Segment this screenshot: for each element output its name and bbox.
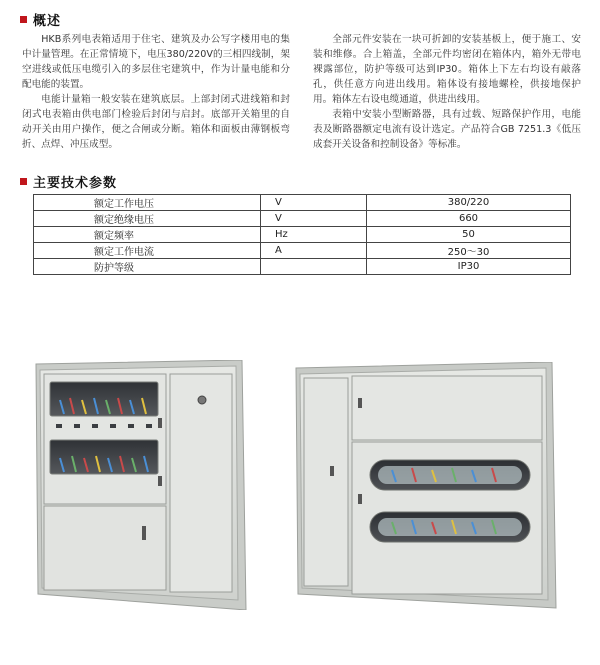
overview-paragraph: 全部元件安装在一块可折卸的安装基板上，便于施工、安装和维修。合上箱盖，全部元件均密闭在箱体内，箱外无带电裸露部位，防护等级可达到IP30。箱体上下左右均设有敲落孔，供任意方向进出线用。箱体设有接地螺栓，供接地保护用。箱体左右设电缆通道，供进出线用。 bbox=[313, 34, 581, 105]
spec-value: 250～30 bbox=[367, 243, 571, 259]
table-row bbox=[34, 195, 571, 211]
overview-paragraph: HKB系列电表箱适用于住宅、建筑及办公写字楼用电的集中计量管理。在正常情境下，电压380/220V的三相四线制，架空进线或低压电缆引入的多层住宅建筑中，作为计量电能和分配电能的装置。 bbox=[22, 34, 290, 90]
specs-heading bbox=[20, 172, 117, 191]
heading-bullet-icon bbox=[20, 178, 27, 185]
spec-name: 防护等级 bbox=[34, 259, 261, 275]
specs-table bbox=[33, 194, 571, 275]
overview-right-column bbox=[313, 32, 581, 152]
spec-name: 额定工作电压 bbox=[34, 195, 261, 211]
overview-title: 概述 bbox=[33, 14, 62, 29]
overview-heading bbox=[20, 10, 61, 29]
spec-value: 50 bbox=[367, 227, 571, 243]
overview-paragraph: 表箱中安装小型断路器，具有过载、短路保护作用，电能表及断路器额定电流有设计选定。产品符合GB 7251.3《低压成套开关设备和控制设备》等标准。 bbox=[313, 109, 581, 150]
spec-name: 额定工作电流 bbox=[34, 243, 261, 259]
spec-unit bbox=[261, 259, 367, 275]
spec-unit: Hz bbox=[261, 227, 367, 243]
spec-name: 额定频率 bbox=[34, 227, 261, 243]
spec-unit: A bbox=[261, 243, 367, 259]
meter-cabinet-photo-right bbox=[292, 362, 558, 612]
table-row bbox=[34, 211, 571, 227]
overview-paragraph: 电能计量箱一般安装在建筑底层。上部封闭式进线箱和封闭式电表箱由供电部门检验后封闭与启封。底部开关箱里的自动开关由用户操作，便之合闸或分断。箱体和面板由薄钢板弯折、点焊、冲压成型。 bbox=[22, 94, 290, 150]
heading-bullet-icon bbox=[20, 16, 27, 23]
meter-cabinet-photo-left bbox=[30, 360, 248, 610]
table-row bbox=[34, 259, 571, 275]
spec-name: 额定绝缘电压 bbox=[34, 211, 261, 227]
spec-value: 380/220 bbox=[367, 195, 571, 211]
spec-unit: V bbox=[261, 211, 367, 227]
table-row bbox=[34, 243, 571, 259]
overview-left-column bbox=[22, 32, 290, 152]
table-row bbox=[34, 227, 571, 243]
spec-value: 660 bbox=[367, 211, 571, 227]
spec-unit: V bbox=[261, 195, 367, 211]
specs-title: 主要技术参数 bbox=[33, 176, 118, 191]
spec-value: IP30 bbox=[367, 259, 571, 275]
